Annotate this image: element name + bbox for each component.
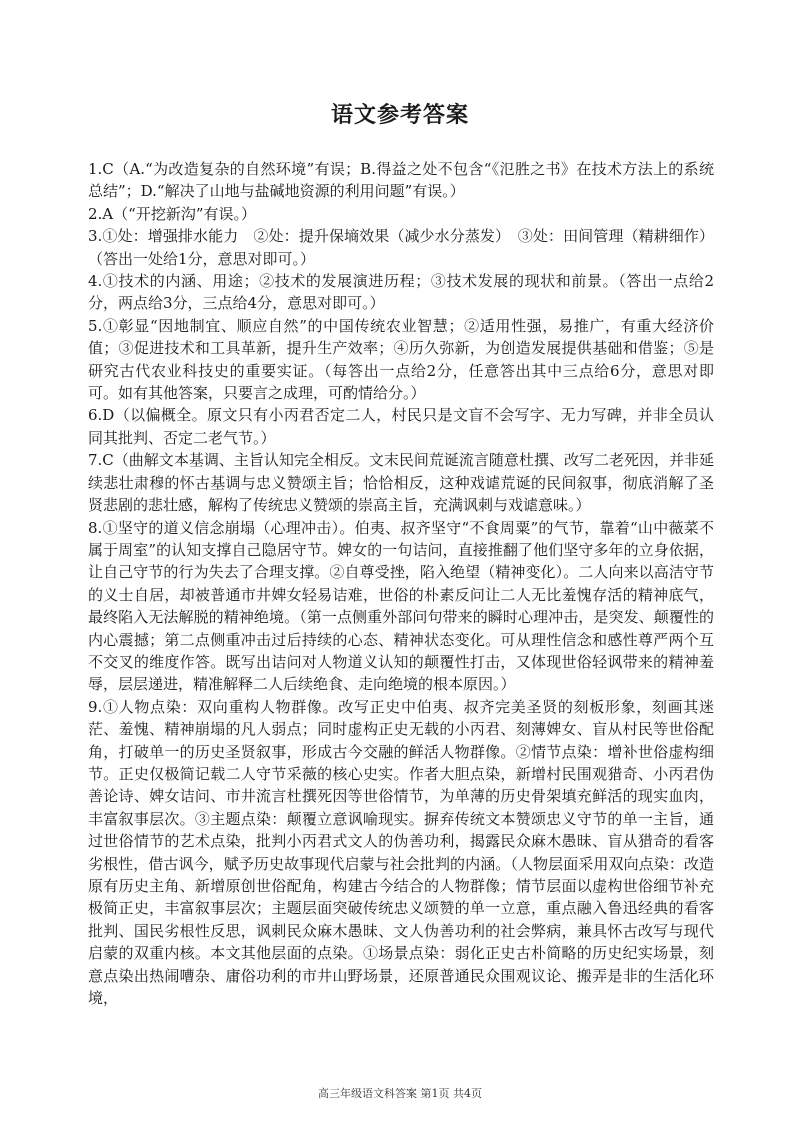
- answer-9: 9.①人物点染：双向重构人物群像。改写正史中伯夷、叔齐完美圣贤的刻板形象，刻画其迷茫、羞愧、精神崩塌的凡人弱点；同时虚构正史无载的小丙君、刻薄婢女、盲从村民等世俗配角，打破单一的历史圣贤叙事，形成古今交融的鲜活人物群像。②情节点染：增补世俗虚构细节。正史仅极简记载二人守节采薇的核心史实。作者大胆点染，新增村民围观猎奇、小丙君伪善论诗、婢女诘问、市井流言杜撰死因等世俗情节，为单薄的历史骨架填充鲜活的现实血肉，丰富叙事层次。③主题点染：颠覆立意讽喻现实。摒弃传统文本赞颂忠义守节的单一主旨，通过世俗情节的艺术点染，批判小丙君式文人的伪善功利，揭露民众麻木愚昧、盲从猎奇的看客劣根性，借古讽今，赋予历史故事现代启蒙与社会批判的内涵。（人物层面采用双向点染：改造原有历史主角、新增原创世俗配角，构建古今结合的人物群像；情节层面以虚构世俗细节补充极简正史，丰富叙事层次；主题层面突破传统忠义颂赞的单一立意，重点融入鲁迅经典的看客批判、国民劣根性反思，讽刺民众麻木愚昧、文人伪善功利的社会弊病，兼具怀古改写与现代启蒙的双重内核。本文其他层面的点染。①场景点染：弱化正史古朴简略的历史纪实场景，刻意点染出热闹嘈杂、庸俗功利的市井山野场景，还原普通民众围观议论、搬弄是非的生活化环境，: [88, 697, 714, 1008]
- answer-2: 2.A（“开挖新沟”有误。）: [88, 204, 256, 223]
- page-footer: 高三年级语文科答案 第1页 共4页: [318, 1087, 482, 1100]
- answer-6: 6.D（以偏概全。原文只有小丙君否定二人，村民只是文盲不会写字、无力写碑，并非全员认同其批判、否定二老气节。）: [88, 406, 714, 447]
- answer-8: 8.①坚守的道义信念崩塌（心理冲击）。伯夷、叔齐坚守“不食周粟”的气节，靠着“山中薇菜不属于周室”的认知支撑自己隐居守节。婢女的一句诘问，直接推翻了他们坚守多年的立身依据，让自己守节的行为失去了合理支撑。②自尊受挫，陷入绝望（精神变化）。二人向来以高洁守节的义士自居，却被普通市井婢女轻易诘难，世俗的朴素反问让二人无比羞愧存活的精神底气，最终陷入无法解脱的精神绝境。（第一点侧重外部问句带来的瞬时心理冲击，是突发、颠覆性的内心震撼；第二点侧重冲击过后持续的心态、精神状态变化。可从理性信念和感性尊严两个互不交叉的维度作答。既写出诘问对人物道义认知的颠覆性打击，又体现世俗轻讽带来的精神羞辱，层层递进，精准解释二人后续绝食、走向绝境的根本原因。）: [88, 518, 714, 694]
- answer-7: 7.C（曲解文本基调、主旨认知完全相反。文末民间荒诞流言随意杜撰、改写二老死因，并非延续悲壮肃穆的怀古基调与忠义赞颂主旨；恰恰相反，这种戏谑荒诞的民间叙事，彻底消解了圣贤悲剧的悲壮感，解构了传统忠义赞颂的崇高主旨，充满讽刺与戏谑意味。）: [88, 451, 714, 515]
- answer-4: 4.①技术的内涵、用途；②技术的发展演进历程；③技术发展的现状和前景。（答出一点给2分，两点给3分，三点给4分，意思对即可。）: [88, 272, 714, 313]
- answer-5: 5.①彰显“因地制宜、顺应自然”的中国传统农业智慧；②适用性强，易推广，有重大经济价值；③促进技术和工具革新，提升生产效率；④历久弥新，为创造发展提供基础和借鉴；⑤是研究古代农业科技史的重要实证。（每答出一点给2分，任意答出其中三点给6分，意思对即可。如有其他答案，只要言之成理，可酌情给分。）: [88, 316, 714, 403]
- answer-1: 1.C（A.“为改造复杂的自然环境”有误；B.得益之处不包含“《氾胜之书》在技术方法上的系统总结”；D.“解决了山地与盐碱地资源的利用问题”有误。）: [88, 160, 714, 201]
- answers-body: [88, 158, 714, 1009]
- answer-3: 3.①处：增强排水能力 ②处：提升保墒效果（减少水分蒸发） ③处：田间管理（精耕细作）（答出一处给1分，意思对即可。）: [88, 227, 714, 268]
- page-title: 语文参考答案: [330, 102, 469, 128]
